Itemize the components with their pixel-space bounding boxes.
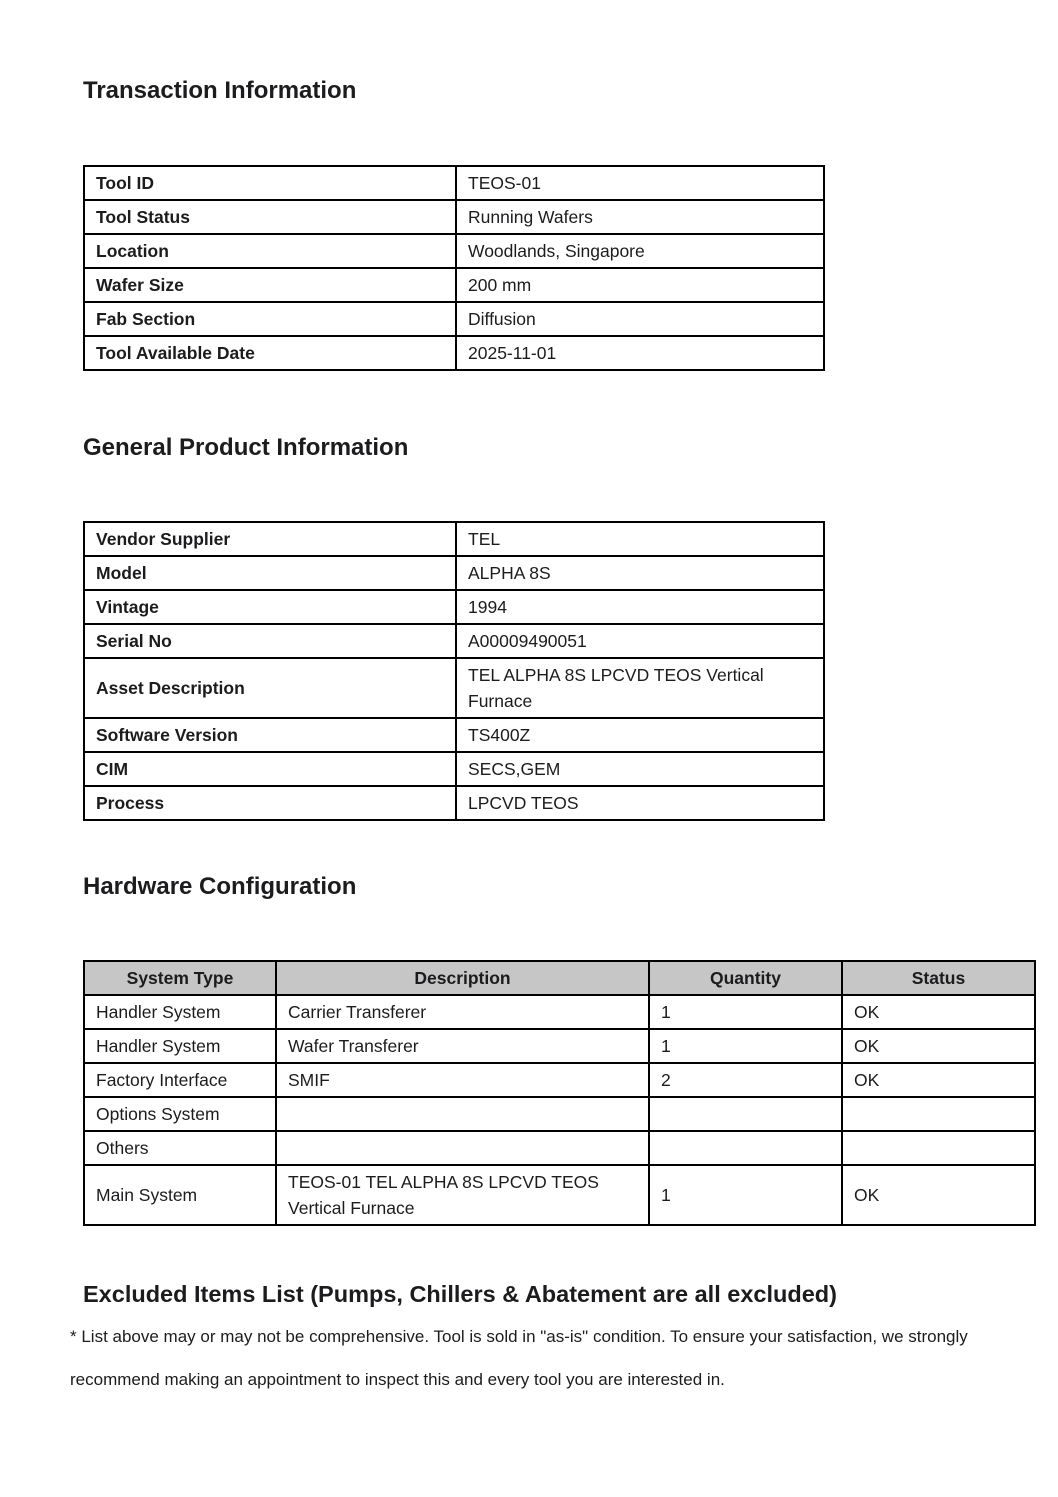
- column-header: System Type: [84, 961, 276, 995]
- table-cell: TEOS-01 TEL ALPHA 8S LPCVD TEOS Vertical Furnace: [276, 1165, 649, 1225]
- row-label: Process: [84, 786, 456, 820]
- section-title-excluded-items-list: Excluded Items List (Pumps, Chillers & Abatement are all excluded): [83, 1281, 837, 1307]
- table-row: [84, 234, 824, 268]
- table-row: [84, 556, 824, 590]
- table-cell: OK: [842, 1165, 1035, 1225]
- table-row: [84, 786, 824, 820]
- row-label: Tool ID: [84, 166, 456, 200]
- row-value: 200 mm: [456, 268, 824, 302]
- table-row: [84, 995, 1035, 1029]
- table-row: [84, 658, 824, 718]
- row-label: Asset Description: [84, 658, 456, 718]
- hardware-configuration-table: [83, 960, 1036, 1226]
- row-value: 2025-11-01: [456, 336, 824, 370]
- row-label: Wafer Size: [84, 268, 456, 302]
- row-value: TEOS-01: [456, 166, 824, 200]
- table-cell: OK: [842, 1063, 1035, 1097]
- row-value: Running Wafers: [456, 200, 824, 234]
- table-row: [84, 624, 824, 658]
- row-label: Tool Available Date: [84, 336, 456, 370]
- table-cell: Handler System: [84, 995, 276, 1029]
- row-label: Serial No: [84, 624, 456, 658]
- row-value: 1994: [456, 590, 824, 624]
- table-row: [84, 1097, 1035, 1131]
- table-cell: Carrier Transferer: [276, 995, 649, 1029]
- row-value: ALPHA 8S: [456, 556, 824, 590]
- row-value: TEL: [456, 522, 824, 556]
- table-row: [84, 200, 824, 234]
- row-value: TEL ALPHA 8S LPCVD TEOS Vertical Furnace: [456, 658, 824, 718]
- table-row: [84, 336, 824, 370]
- row-label: CIM: [84, 752, 456, 786]
- table-cell: OK: [842, 1029, 1035, 1063]
- row-value: Woodlands, Singapore: [456, 234, 824, 268]
- section-title-transaction-information: Transaction Information: [83, 77, 357, 104]
- disclaimer-note: * List above may or may not be comprehensive. Tool is sold in "as-is" condition. To ensure your satisfaction, we strongly recommend making an appointment to inspect this and every tool you are interested in.: [70, 1327, 968, 1389]
- row-label: Fab Section: [84, 302, 456, 336]
- table-cell: [842, 1097, 1035, 1131]
- table-cell: OK: [842, 995, 1035, 1029]
- table-row: [84, 752, 824, 786]
- table-row: [84, 590, 824, 624]
- general-product-information-table: [83, 521, 825, 821]
- row-value: LPCVD TEOS: [456, 786, 824, 820]
- transaction-information-table: [83, 165, 825, 371]
- table-row: [84, 302, 824, 336]
- table-cell: Handler System: [84, 1029, 276, 1063]
- table-cell: Wafer Transferer: [276, 1029, 649, 1063]
- table-cell: [276, 1131, 649, 1165]
- row-label: Vintage: [84, 590, 456, 624]
- row-value: A00009490051: [456, 624, 824, 658]
- table-row: [84, 268, 824, 302]
- table-cell: 2: [649, 1063, 842, 1097]
- row-label: Location: [84, 234, 456, 268]
- table-cell: 1: [649, 1029, 842, 1063]
- table-row: [84, 1029, 1035, 1063]
- table-row: [84, 522, 824, 556]
- row-label: Tool Status: [84, 200, 456, 234]
- table-cell: Factory Interface: [84, 1063, 276, 1097]
- table-row: [84, 166, 824, 200]
- table-row: [84, 718, 824, 752]
- table-row: [84, 1131, 1035, 1165]
- table-row: [84, 1063, 1035, 1097]
- column-header: Description: [276, 961, 649, 995]
- row-value: TS400Z: [456, 718, 824, 752]
- section-title-hardware-configuration: Hardware Configuration: [83, 873, 357, 900]
- table-cell: Main System: [84, 1165, 276, 1225]
- table-cell: Others: [84, 1131, 276, 1165]
- table-cell: 1: [649, 995, 842, 1029]
- row-label: Software Version: [84, 718, 456, 752]
- column-header: Quantity: [649, 961, 842, 995]
- table-cell: [842, 1131, 1035, 1165]
- table-cell: 1: [649, 1165, 842, 1225]
- table-cell: Options System: [84, 1097, 276, 1131]
- table-header-row: [84, 961, 1035, 995]
- table-cell: [276, 1097, 649, 1131]
- row-label: Model: [84, 556, 456, 590]
- table-cell: [649, 1131, 842, 1165]
- table-cell: SMIF: [276, 1063, 649, 1097]
- column-header: Status: [842, 961, 1035, 995]
- table-cell: [649, 1097, 842, 1131]
- table-row: [84, 1165, 1035, 1225]
- section-title-general-product-information: General Product Information: [83, 434, 409, 461]
- row-label: Vendor Supplier: [84, 522, 456, 556]
- row-value: SECS,GEM: [456, 752, 824, 786]
- row-value: Diffusion: [456, 302, 824, 336]
